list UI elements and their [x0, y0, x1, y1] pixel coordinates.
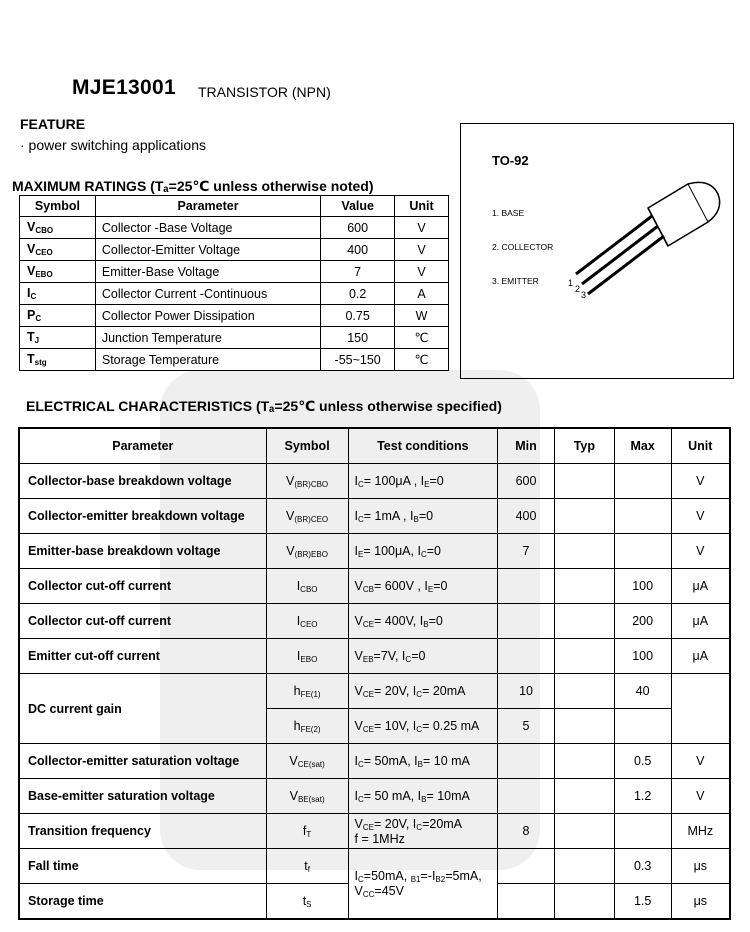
condition-subscript: B1 [410, 874, 421, 884]
table-row [19, 639, 730, 674]
table-row [19, 534, 730, 569]
min-cell: 400 [498, 499, 555, 534]
condition-cell: $I_C=50mA$, $_{B1}=-I_{B2}=5mA$, $V_{CC}=45V$ [348, 849, 498, 920]
parameter-cell: Collector cut-off current [19, 569, 266, 604]
typ-cell [554, 744, 614, 779]
symbol-cell: $f_T$ [266, 814, 348, 849]
typ-cell [554, 534, 614, 569]
condition-subscript: B [417, 759, 423, 769]
parameter-cell: Transition frequency [19, 814, 266, 849]
condition-cell: $I_C= 100\mu A$ , $I_E=0$ [348, 464, 498, 499]
max-ratings-table [19, 195, 449, 371]
max-cell [614, 534, 671, 569]
parameter-cell: Junction Temperature [95, 327, 320, 349]
symbol-subscript: FE(1) [300, 689, 321, 699]
symbol-cell: $I_{CBO}$ [266, 569, 348, 604]
symbol-cell: $V_{(BR)CBO}$ [266, 464, 348, 499]
value-cell: -55~150 [321, 349, 395, 371]
unit-cell: V [395, 239, 449, 261]
column-header: Test conditions [348, 428, 498, 464]
typ-cell [554, 779, 614, 814]
typ-cell [554, 674, 614, 709]
symbol-subscript: J [34, 336, 40, 345]
symbol-subscript: EBO [300, 654, 318, 664]
symbol-subscript: CBO [300, 584, 318, 594]
parameter-cell: Collector -Base Voltage [95, 217, 320, 239]
condition-cell: $I_C= 50mA$, $I_B= 10$ mA [348, 744, 498, 779]
symbol-cell: $I_{EBO}$ [266, 639, 348, 674]
unit-cell: ℃ [395, 327, 449, 349]
condition-subscript: B [421, 794, 427, 804]
to92-package-icon [560, 170, 730, 300]
typ-cell [554, 639, 614, 674]
value-cell: 7 [321, 261, 395, 283]
symbol-subscript: EBO [35, 270, 53, 279]
symbol-cell: $I_{CEO}$ [266, 604, 348, 639]
parameter-cell: Collector Power Dissipation [95, 305, 320, 327]
value-cell: 600 [321, 217, 395, 239]
table-row [19, 849, 730, 884]
typ-cell [554, 464, 614, 499]
value-cell: 150 [321, 327, 395, 349]
typ-cell [554, 884, 614, 920]
parameter-cell: Emitter cut-off current [19, 639, 266, 674]
value-cell: 0.75 [321, 305, 395, 327]
symbol-subscript: (BR)CEO [294, 514, 329, 524]
min-cell [498, 639, 555, 674]
typ-cell [554, 569, 614, 604]
column-header: Parameter [19, 428, 266, 464]
condition-cell: $V_{CE}= 10V$, $I_C= 0.25$ mA [348, 709, 498, 744]
parameter-cell: Collector-base breakdown voltage [19, 464, 266, 499]
pin-label-emitter: 3. EMITTER [492, 276, 539, 286]
symbol-subscript: CBO [35, 226, 54, 235]
min-cell [498, 884, 555, 920]
unit-cell: V [671, 534, 730, 569]
parameter-cell: Fall time [19, 849, 266, 884]
condition-cell: $V_{CB}= 600V$ , $I_E=0$ [348, 569, 498, 604]
min-cell [498, 569, 555, 604]
table-row [19, 674, 730, 709]
max-cell: 0.3 [614, 849, 671, 884]
symbol-subscript: (BR)CBO [294, 479, 329, 489]
table-row [19, 604, 730, 639]
min-cell [498, 779, 555, 814]
condition-subscript: CE [362, 822, 374, 832]
max-cell [614, 814, 671, 849]
table-row [19, 464, 730, 499]
symbol-cell: $P_C$ [20, 305, 96, 327]
symbol-cell: $V_{CEO}$ [20, 239, 96, 261]
unit-cell: V [671, 499, 730, 534]
table-header-row [20, 196, 449, 217]
symbol-cell: $V_{(BR)CEO}$ [266, 499, 348, 534]
table-row [20, 261, 449, 283]
symbol-subscript: CE(sat) [297, 759, 325, 769]
column-header: Unit [395, 196, 449, 217]
condition-subscript: CB [362, 584, 374, 594]
typ-cell [554, 709, 614, 744]
condition-subscript: CC [362, 889, 375, 899]
package-name: TO-92 [492, 153, 529, 168]
max-cell: 0.5 [614, 744, 671, 779]
value-cell: 0.2 [321, 283, 395, 305]
condition-subscript: E [427, 584, 434, 594]
column-header: Symbol [20, 196, 96, 217]
typ-cell [554, 814, 614, 849]
symbol-subscript: CEO [300, 619, 318, 629]
condition-subscript: E [424, 479, 430, 489]
part-number: MJE13001 [72, 76, 176, 99]
symbol-cell: $V_{EBO}$ [20, 261, 96, 283]
max-cell: 100 [614, 639, 671, 674]
unit-cell [671, 674, 730, 744]
symbol-subscript: BE(sat) [297, 794, 325, 804]
symbol-cell: $V_{CBO}$ [20, 217, 96, 239]
unit-cell: ℃ [395, 349, 449, 371]
table-header-row [19, 428, 730, 464]
condition-subscript: C [405, 654, 412, 664]
unit-cell: V [395, 217, 449, 239]
parameter-cell: Emitter-base breakdown voltage [19, 534, 266, 569]
symbol-cell: $h_{FE(1)}$ [266, 674, 348, 709]
condition-cell: $V_{CE}= 400V$, $I_B=0$ [348, 604, 498, 639]
symbol-cell: $I_C$ [20, 283, 96, 305]
symbol-cell: $V_{CE(sat)}$ [266, 744, 348, 779]
condition-subscript: CE [362, 724, 374, 734]
condition-subscript: C [416, 689, 423, 699]
table-row [20, 217, 449, 239]
pin-label-collector: 2. COLLECTOR [492, 242, 554, 252]
symbol-subscript: f [307, 864, 310, 874]
unit-cell: A [395, 283, 449, 305]
column-header: Unit [671, 428, 730, 464]
symbol-subscript: T [306, 829, 312, 839]
table-row [20, 283, 449, 305]
condition-subscript: CE [362, 619, 374, 629]
unit-cell: μs [671, 884, 730, 920]
min-cell: 7 [498, 534, 555, 569]
part-description: TRANSISTOR (NPN) [198, 84, 331, 100]
unit-cell: V [671, 744, 730, 779]
value-cell: 400 [321, 239, 395, 261]
max-cell [614, 499, 671, 534]
symbol-cell: $t_f$ [266, 849, 348, 884]
parameter-cell: Collector-emitter breakdown voltage [19, 499, 266, 534]
column-header: Value [321, 196, 395, 217]
unit-cell: W [395, 305, 449, 327]
pin-label-base: 1. BASE [492, 208, 525, 218]
condition-subscript: B [423, 619, 429, 629]
min-cell: 8 [498, 814, 555, 849]
table-row [20, 327, 449, 349]
min-cell [498, 849, 555, 884]
condition-subscript: EB [362, 654, 374, 664]
unit-cell: V [671, 464, 730, 499]
unit-cell: μA [671, 639, 730, 674]
condition-subscript: C [420, 549, 427, 559]
condition-subscript: C [358, 514, 364, 524]
typ-cell [554, 499, 614, 534]
condition-cell: $V_{CE}= 20V$, $I_C= 20mA$ [348, 674, 498, 709]
table-row [20, 349, 449, 371]
max-cell: 200 [614, 604, 671, 639]
feature-heading: FEATURE [20, 116, 86, 132]
unit-cell: μA [671, 604, 730, 639]
min-cell [498, 744, 555, 779]
electrical-heading: ELECTRICAL CHARACTERISTICS (Tₐ=25℃ unless otherwise specified) [26, 398, 502, 414]
parameter-cell: Collector Current -Continuous [95, 283, 320, 305]
table-row [19, 814, 730, 849]
condition-subscript: B2 [435, 874, 446, 884]
pin-number: 2 [575, 284, 581, 294]
min-cell: 10 [498, 674, 555, 709]
pin-number: 1 [568, 278, 574, 288]
max-ratings-heading: MAXIMUM RATINGS (Tₐ=25℃ unless otherwise noted) [12, 178, 374, 194]
max-cell: 40 [614, 674, 671, 709]
max-cell: 1.5 [614, 884, 671, 920]
parameter-cell: Storage time [19, 884, 266, 920]
condition-subscript: E [358, 549, 364, 559]
unit-cell: μs [671, 849, 730, 884]
condition-subscript: C [358, 874, 364, 884]
column-header: Symbol [266, 428, 348, 464]
unit-cell: MHz [671, 814, 730, 849]
condition-cell: $I_E= 100\mu A$, $I_C=0$ [348, 534, 498, 569]
table-row [19, 779, 730, 814]
typ-cell [554, 849, 614, 884]
min-cell [498, 604, 555, 639]
symbol-cell: $V_{BE(sat)}$ [266, 779, 348, 814]
max-cell [614, 464, 671, 499]
min-cell: 600 [498, 464, 555, 499]
table-row [19, 569, 730, 604]
unit-cell: μA [671, 569, 730, 604]
condition-subscript: C [416, 724, 423, 734]
condition-cell: $I_C= 50$ mA, $I_B= 10mA$ [348, 779, 498, 814]
max-cell: 1.2 [614, 779, 671, 814]
condition-subscript: C [358, 479, 364, 489]
parameter-cell: Collector-emitter saturation voltage [19, 744, 266, 779]
table-row [19, 499, 730, 534]
parameter-cell: Emitter-Base Voltage [95, 261, 320, 283]
condition-subscript: CE [362, 689, 374, 699]
condition-subscript: B [413, 514, 419, 524]
unit-cell: V [395, 261, 449, 283]
column-header: Parameter [95, 196, 320, 217]
symbol-subscript: stg [34, 358, 47, 367]
parameter-cell: DC current gain [19, 674, 266, 744]
condition-subscript: C [358, 759, 364, 769]
condition-subscript: C [416, 822, 423, 832]
symbol-cell: $T_J$ [20, 327, 96, 349]
max-cell: 100 [614, 569, 671, 604]
electrical-characteristics-table [18, 427, 731, 920]
symbol-subscript: (BR)EBO [294, 549, 328, 559]
symbol-cell: $V_{(BR)EBO}$ [266, 534, 348, 569]
symbol-subscript: FE(2) [300, 724, 321, 734]
table-row [19, 744, 730, 779]
column-header: Min [498, 428, 555, 464]
symbol-subscript: C [30, 292, 37, 301]
feature-item: · power switching applications [20, 137, 206, 153]
pin-number: 3 [581, 290, 587, 300]
max-cell [614, 709, 671, 744]
parameter-cell: Collector-Emitter Voltage [95, 239, 320, 261]
symbol-cell: $h_{FE(2)}$ [266, 709, 348, 744]
unit-cell: V [671, 779, 730, 814]
symbol-cell: $t_S$ [266, 884, 348, 920]
column-header: Max [614, 428, 671, 464]
symbol-subscript: CEO [35, 248, 53, 257]
condition-subscript: C [358, 794, 364, 804]
condition-cell: $V_{EB}=7V$, $I_C=0$ [348, 639, 498, 674]
table-row [20, 305, 449, 327]
table-row [20, 239, 449, 261]
min-cell: 5 [498, 709, 555, 744]
symbol-cell: $T_{stg}$ [20, 349, 96, 371]
parameter-cell: Collector cut-off current [19, 604, 266, 639]
symbol-subscript: S [306, 899, 312, 909]
column-header: Typ [554, 428, 614, 464]
symbol-subscript: C [35, 314, 42, 323]
typ-cell [554, 604, 614, 639]
condition-cell: $V_{CE}= 20V$, $I_C=20mA$ f = 1MHz [348, 814, 498, 849]
parameter-cell: Storage Temperature [95, 349, 320, 371]
condition-cell: $I_C= 1mA$ , $I_B=0$ [348, 499, 498, 534]
parameter-cell: Base-emitter saturation voltage [19, 779, 266, 814]
